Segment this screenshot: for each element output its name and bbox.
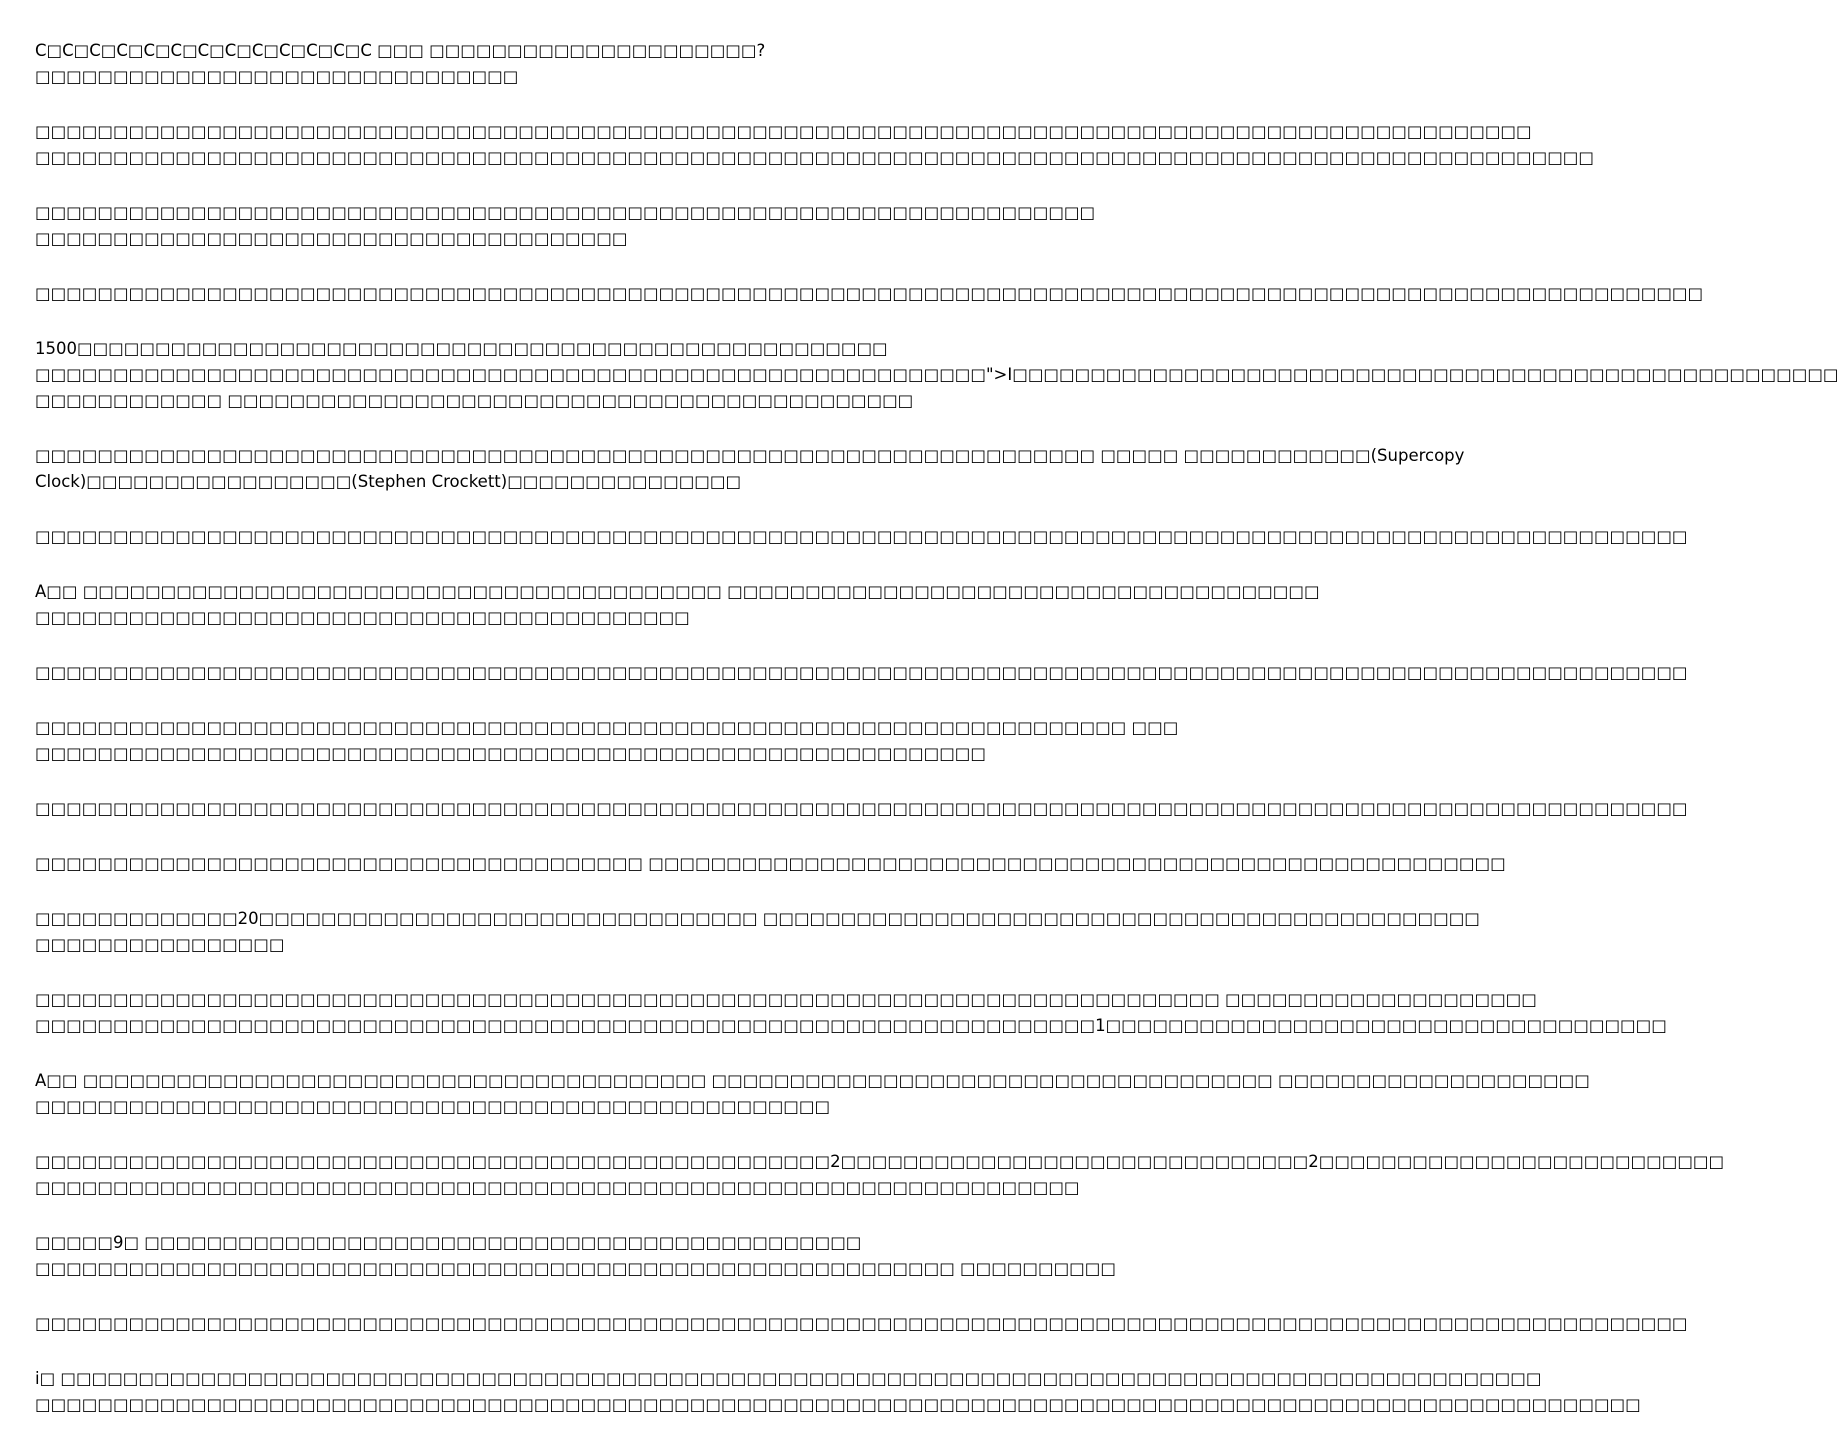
paragraph-line: □□□□□□□□□□□□□□□□□□□□□□□□□□□□□□□□□□□□□□□□□□□□□□□□□□□□□□□□□□□□□□□□□□□□: [35, 203, 1096, 222]
paragraph-line: □□□□□□□□□□□□□□□□□□□□□□□□□□□□□□□□□□□□□□□□□□□□□□□□□□□□□□□□□□□□□□□□□□□□□□□□□□□□□□□□□□□□□□□□□□□□□□□□□□□□□□□□□□: [35, 663, 1688, 682]
paragraph-line: □□□□□□□□□□□□□□□□□□□□□□□□□□□□□□□□□□□□□□□□□□□□□□□□□□□□□□□□□□□□□□□□□□□□ □□□□□ □□□□□□□□□□□□(Supercopy: [35, 446, 1465, 465]
paragraph-line: □□□□□□□□□□□□□□□□□□□□□□□□□□□□□□□□□□□□□□□□□□□□□□□□□□□□□□□□□□□□□□□□□□□□□□□□□□□□□□□□□□□□□□□□□□□□□□□□□□□□□□□□□□□: [35, 284, 1704, 303]
paragraph-line: □□□□□□□□□□□□□□□□□□□□□□□□□□□□□□□□□□□□□□: [35, 229, 628, 248]
paragraph: [35, 1311, 1688, 1337]
paragraph: [35, 796, 1688, 822]
paragraph: [35, 336, 1839, 414]
paragraph-line: □□□□□□□□□□□□□□□□□□□□□□□□□□□□□□□□□□□□□□□□□□□□□□□□□□□: [35, 1097, 831, 1116]
paragraph-line: □□□□□□□□□□□□□□□□□□□□□□□□□□□□□□□□□□□□□□□□□□□□□□□□□□□□□□□□□□□□□□□□□□□: [35, 1178, 1080, 1197]
paragraph: [35, 524, 1688, 550]
paragraph-line: □□□□□□□□□□□□□□□□□□□□□□□□□□□□□□□□□□□□□□□□□□□□□□□□□□□□□□□□□□□□□□□□□□□□□□□□□□□□□□□□□□□□□□□□□□□□□□□□□□□□□□□: [35, 1395, 1641, 1414]
paragraph: [35, 200, 1096, 252]
paragraph-line: 1500□□□□□□□□□□□□□□□□□□□□□□□□□□□□□□□□□□□□□□□□□□□□□□□□□□□□: [35, 339, 888, 358]
paragraph: [35, 1149, 1725, 1201]
paragraph: [35, 660, 1688, 686]
paragraph: [35, 715, 1179, 767]
paragraph: [35, 906, 1480, 958]
paragraph-line: □□□□□□□□□□□□□□□□□□□□□□□□□□□□□□□□□□□□□□□□□□□□□□□□□□□□□□□□□□□□□">I□□□□□□□□□□□□□□□□□□□□□□□□□□□□□□□□□□□□□□□□□□□□□□□□□□□□□: [35, 365, 1839, 384]
paragraph: [35, 1366, 1641, 1418]
paragraph-line: □□□□□□□□□□□□□□□□□□□□□□□□□□□□□□□□□□□□□□□□□□□□□□□□□□□□□□□□□□□□□: [35, 744, 986, 763]
paragraph-line: □□□□□□□□□□□□□□□□□□□□□□□□□□□□□□□□□□□□□□□□□□□□□□□□□□□2□□□□□□□□□□□□□□□□□□□□□□□□□□□□□□2□□□□□□□□□□□□□□□□□□□□□□□□□□: [35, 1152, 1725, 1171]
paragraph: [35, 1068, 1590, 1120]
paragraph: [35, 1230, 1116, 1282]
paragraph-line: □□□□□□□□□□□□□□□□: [35, 935, 285, 954]
paragraph-line: □□□□□□□□□□□□□□□□□□□□□□□□□□□□□□□□□□□□□□□□□□: [35, 608, 690, 627]
paragraph: [35, 38, 990, 90]
paragraph-line: C□C□C□C□C□C□C□C□C□C□C□C□C □□□ □□□□□□□□□□□□□□□□□□□□□?: [35, 41, 766, 60]
paragraph-line: □□□□□□□□□□□□□□□□□□□□□□□□□□□□□□□□□□□□□□□□□□□□□□□□□□□□□□□□□□□ □□□□□□□□□□: [35, 1259, 1116, 1278]
paragraph-line: □□□□□□□□□□□□□□□□□□□□□□□□□□□□□□□□□□□□□□□□□□□□□□□□□□□□□□□□□□□□□□□□□□□□□□ □□□: [35, 718, 1179, 737]
document-body: [35, 38, 1839, 1447]
paragraph-line: A□□ □□□□□□□□□□□□□□□□□□□□□□□□□□□□□□□□□□□□□□□□□ □□□□□□□□□□□□□□□□□□□□□□□□□□□□□□□□□□□□□□: [35, 582, 1320, 601]
paragraph-line: □□□□□□□□□□□□□□□□□□□□□□□□□□□□□□□□□□□□□□□□□□□□□□□□□□□□□□□□□□□□□□□□□□□□□□□□□□□□□□□□□□□□□□□□□□□□□□□□□□□□□□□□□□: [35, 527, 1688, 546]
paragraph: [35, 579, 1320, 631]
paragraph: [35, 851, 1506, 877]
paragraph-line: □□□□□□□□□□□□□□□□□□□□□□□□□□□□□□□□□□□□□□□□□□□□□□□□□□□□□□□□□□□□□□□□□□□□□□□□□□□□□□□□□□□□□□□□□□□□□□□□: [35, 122, 1532, 141]
paragraph-line: □□□□□9□ □□□□□□□□□□□□□□□□□□□□□□□□□□□□□□□□□□□□□□□□□□□□□□: [35, 1233, 862, 1252]
paragraph-line: A□□ □□□□□□□□□□□□□□□□□□□□□□□□□□□□□□□□□□□□□□□□ □□□□□□□□□□□□□□□□□□□□□□□□□□□□□□□□□□□□ □□□□□□□□□□□□□□□□□□□□: [35, 1071, 1590, 1090]
paragraph-line: i□ □□□□□□□□□□□□□□□□□□□□□□□□□□□□□□□□□□□□□□□□□□□□□□□□□□□□□□□□□□□□□□□□□□□□□□□□□□□□□□□□□□□□□□□□□□□□□□□: [35, 1369, 1542, 1388]
paragraph: [35, 987, 1667, 1039]
paragraph-line: □□□□□□□□□□□□□20□□□□□□□□□□□□□□□□□□□□□□□□□□□□□□□□ □□□□□□□□□□□□□□□□□□□□□□□□□□□□□□□□□□□□□□□□□□□□□□: [35, 909, 1480, 928]
paragraph-line: □□□□□□□□□□□□□□□□□□□□□□□□□□□□□□□□□□□□□□□ □□□□□□□□□□□□□□□□□□□□□□□□□□□□□□□□□□□□□□□□□□□□□□□□□□□□□□□: [35, 854, 1506, 873]
paragraph-line: □□□□□□□□□□□□ □□□□□□□□□□□□□□□□□□□□□□□□□□□□□□□□□□□□□□□□□□□□: [35, 391, 914, 410]
paragraph: [35, 443, 1465, 495]
paragraph: [35, 119, 1594, 171]
paragraph-line: □□□□□□□□□□□□□□□□□□□□□□□□□□□□□□□□□□□□□□□□□□□□□□□□□□□□□□□□□□□□□□□□□□□□□□□□□□□□□□□□□□□□□□□□□□□□□□□□□□□□□□□□□□: [35, 799, 1688, 818]
paragraph-line: □□□□□□□□□□□□□□□□□□□□□□□□□□□□□□□□□□□□□□□□□□□□□□□□□□□□□□□□□□□□□□□□□□□□□□□□□□□□ □□□□□□□□□□□□□□□□□□□□: [35, 990, 1537, 1009]
paragraph-line: □□□□□□□□□□□□□□□□□□□□□□□□□□□□□□□□□□□□□□□□□□□□□□□□□□□□□□□□□□□□□□□□□□□□□□□□□□□□□□□□□□□□□□□□□□□□□□□□□□□□□□□□□□: [35, 1314, 1688, 1333]
paragraph-line: □□□□□□□□□□□□□□□□□□□□□□□□□□□□□□□□□□□□□□□□□□□□□□□□□□□□□□□□□□□□□□□□□□□□□□□□□□□□□□□□□□□□□□□□□□□□□□□□□□□□: [35, 148, 1594, 167]
paragraph-line: Clock)□□□□□□□□□□□□□□□□□(Stephen Crockett)□□□□□□□□□□□□□□□: [35, 472, 742, 491]
paragraph-line: □□□□□□□□□□□□□□□□□□□□□□□□□□□□□□□: [35, 67, 519, 86]
paragraph-line: □□□□□□□□□□□□□□□□□□□□□□□□□□□□□□□□□□□□□□□□□□□□□□□□□□□□□□□□□□□□□□□□□□□□1□□□□□□□□□□□□□□□□□□□□□□□□□□□□□□□□□□□□: [35, 1016, 1667, 1035]
paragraph: [35, 281, 1704, 307]
